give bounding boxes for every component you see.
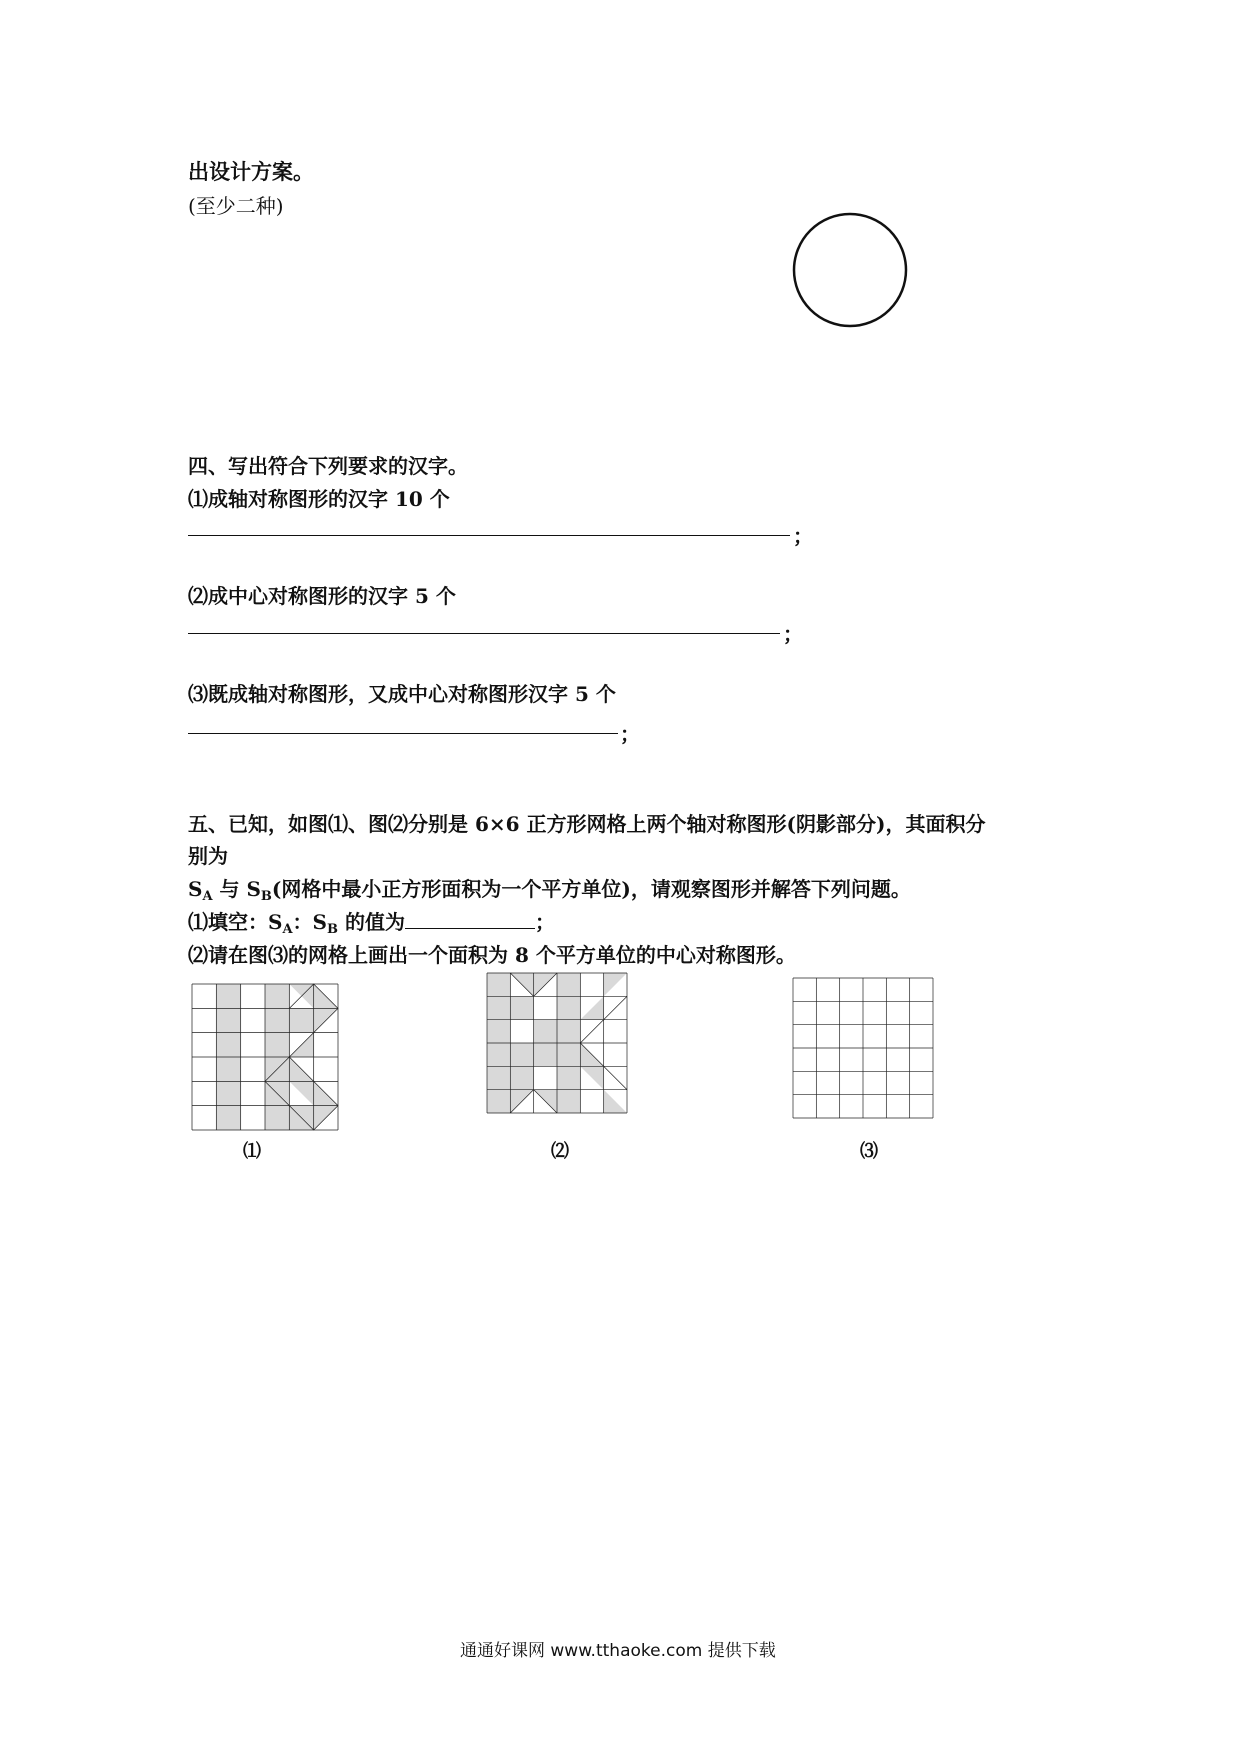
figure-3-label: ⑶ xyxy=(860,1141,878,1162)
section5-line-2: 别为 xyxy=(188,844,228,868)
q1-colon: ：S xyxy=(292,910,327,934)
grid-figure-2 xyxy=(487,973,627,1113)
section4-question-1: ⑴成轴对称图形的汉字 10 个 xyxy=(188,487,450,511)
s-b-connector: 与 S xyxy=(212,877,261,901)
figure-1-label: ⑴ xyxy=(243,1141,261,1162)
subscript-a: A xyxy=(202,889,213,904)
q1-prefix: ⑴填空：S xyxy=(188,910,283,934)
figure-3-grid xyxy=(793,978,933,1118)
section5-question-1 xyxy=(188,906,555,935)
answer-blank-1[interactable] xyxy=(188,535,790,536)
q1-suffix: 的值为 xyxy=(338,910,405,934)
semicolon-1: ； xyxy=(793,524,813,548)
subscript-b: B xyxy=(260,889,272,904)
section4-question-3: ⑶既成轴对称图形，又成中心对称图形汉字 5 个 xyxy=(188,682,616,706)
grid-figure-1 xyxy=(192,984,338,1130)
page-footer: 通通好课网 www.tthaoke.com 提供下载 xyxy=(460,1641,776,1661)
section5-line-1: 五、已知，如图⑴、图⑵分别是 6×6 正方形网格上两个轴对称图形(阴影部分)，其面积分 xyxy=(188,812,986,836)
q1-subscript-a: A xyxy=(282,922,293,937)
answer-blank-2[interactable] xyxy=(188,633,780,634)
section5-question-2: ⑵请在图⑶的网格上画出一个面积为 8 个平方单位的中心对称图形。 xyxy=(188,943,796,967)
section4-heading: 四、写出符合下列要求的汉字。 xyxy=(188,454,468,478)
q1-subscript-b: B xyxy=(327,922,338,937)
q1-end: ； xyxy=(534,910,555,934)
grid-figure-3[interactable] xyxy=(793,978,933,1118)
answer-blank-3[interactable] xyxy=(188,733,618,734)
section3-continuation: 出设计方案。 xyxy=(188,159,314,184)
section3-note: (至少二种) xyxy=(188,194,284,218)
section5-line-3-rest: (网格中最小正方形面积为一个平方单位)，请观察图形并解答下列问题。 xyxy=(271,877,911,901)
s-symbol: S xyxy=(188,877,203,901)
circle-figure xyxy=(790,210,910,330)
section5-line-3 xyxy=(188,873,911,902)
figure-2-label: ⑵ xyxy=(551,1141,569,1162)
section4-question-2: ⑵成中心对称图形的汉字 5 个 xyxy=(188,584,456,608)
semicolon-2: ； xyxy=(783,622,803,646)
semicolon-3: ； xyxy=(620,722,640,746)
ratio-answer-blank[interactable] xyxy=(405,910,535,929)
